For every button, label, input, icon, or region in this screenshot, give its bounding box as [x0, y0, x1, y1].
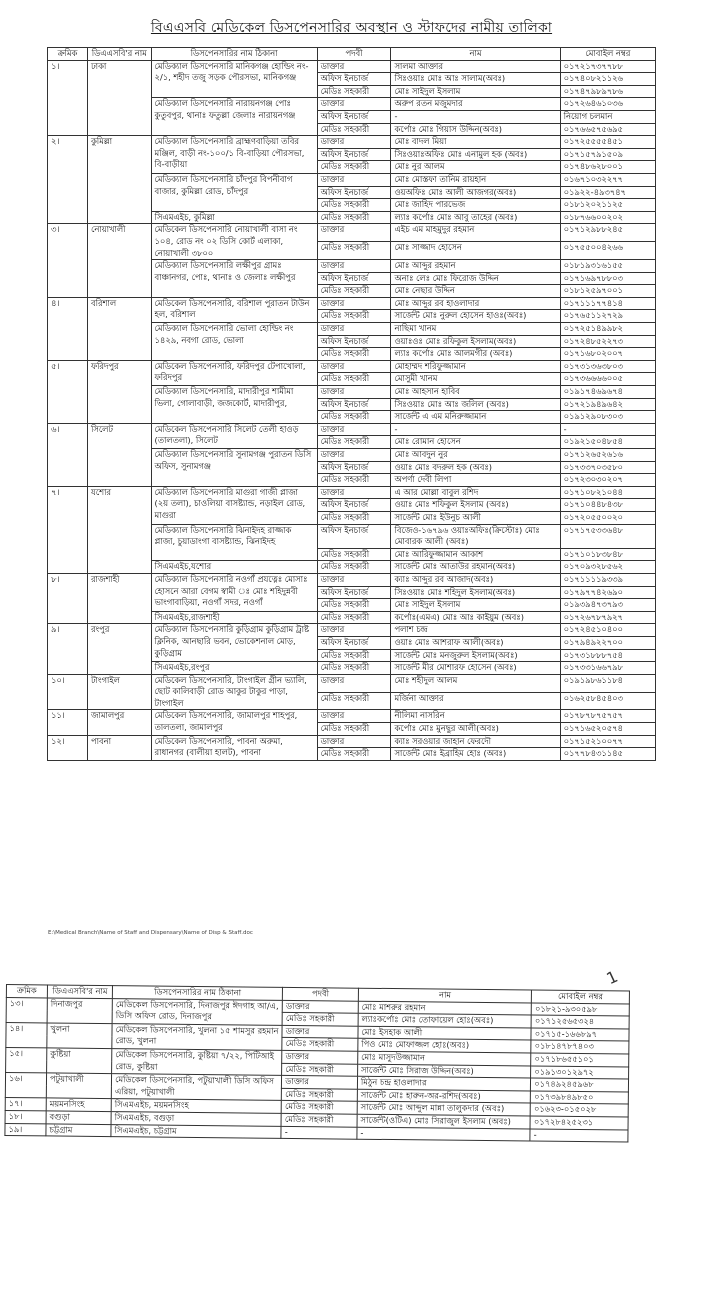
table-row — [48, 573, 656, 586]
table-row — [48, 297, 656, 310]
mobile-number-cell: ০১৭৯৭৭৪২৬৯০ — [560, 586, 655, 599]
designation-cell: মেডিঃ সহকারী — [317, 723, 391, 736]
staff-name-cell: মোঃ আবদুন নুর — [391, 449, 560, 462]
designation-cell: ডাক্তার — [317, 360, 391, 373]
staff-name-cell: সিঃওয়াঃ মোঃ আঃ জলিল (অবঃ) — [391, 398, 560, 411]
mobile-number-cell: ০১৭২৪৮৫২২৭৩ — [560, 335, 655, 348]
header-name: নাম — [391, 48, 560, 61]
mobile-number-cell: ০১৭১০১৮৩৮৪৮ — [560, 548, 655, 561]
serial-cell: ৫। — [48, 360, 88, 423]
staff-name-cell: সার্জেন্ট মীর মোশারফ হোসেন (অবঃ) — [391, 662, 560, 675]
serial-cell: ১৪। — [6, 1022, 47, 1048]
serial-cell: ১৯। — [5, 1123, 46, 1136]
staff-name-cell: পলাশ চন্দ্র — [391, 624, 560, 637]
mobile-number-cell: ০১৭২১৭৩৭৭৮৮ — [560, 60, 655, 73]
mobile-number-cell: ০১৭৯৪৯২২৭০০ — [560, 636, 655, 649]
district-cell: যশোর — [87, 486, 151, 573]
mobile-number-cell: ০১৮১২৫৯৭০০১ — [560, 285, 655, 298]
district-cell: দিনাজপুর — [47, 998, 112, 1024]
dispensary-address-cell: মেডিকেল ডিসপেনসারি, কুষ্টিয়া ৭/২২, পিটিআই রোড, কুষ্টিয়া — [112, 1049, 282, 1076]
district-cell: ময়মনসিংহ — [46, 1098, 111, 1111]
mobile-number-cell: ০১৭৬৬৫৭৫৬৯৫ — [560, 123, 655, 136]
district-cell: টাংগাইল — [87, 674, 151, 710]
staff-name-cell: অরুপ রতন মজুমদার — [391, 98, 560, 111]
serial-cell: ১০। — [48, 674, 88, 710]
serial-cell: ১৬। — [5, 1073, 46, 1099]
staff-name-cell: ক্যাঃ সরওয়ার জাহান ফেরদৌ — [391, 735, 560, 748]
mobile-number-cell: ০১৭২৫৫৫৫৪৫১ — [560, 136, 655, 149]
staff-name-cell: সার্জেন্ট(ওটিএ) মোঃ সিরাজুল ইসলাম (অবঃ) — [357, 1114, 530, 1128]
dispensary-address-cell: সিএমএইচ, চট্টগ্রাম — [111, 1124, 281, 1138]
staff-name-cell: সার্জেন্ট মোঃ আতাউর রহমান(অবঃ) — [391, 561, 560, 574]
designation-cell: ডাক্তার — [317, 735, 391, 748]
mobile-number-cell: ০১৭৬৫১১২৭২৯ — [560, 310, 655, 323]
dispensary-address-cell: মেডিকেল ডিসপেনসারি, জামালপুর শাহপুর, তালতলা, জামালপুর — [151, 710, 317, 735]
staff-name-cell: মিঠুন চন্দ্র হাওলাদার — [357, 1076, 530, 1090]
header-district: ডিএএসবি'র নাম — [47, 985, 112, 998]
staff-name-cell: মোঃ নেছার উদ্দিন — [391, 285, 560, 298]
designation-cell: ডাক্তার — [317, 573, 391, 586]
mobile-number-cell: ০১৭২৫১৪৯৯৮২ — [560, 323, 655, 336]
dispensary-address-cell: মেডিকেল ডিসপেনসারি, খুলনা ১৫ শামসুর রহমান রোড, খুলনা — [112, 1023, 282, 1050]
staff-name-cell: - — [357, 1127, 530, 1141]
designation-cell: মেডিঃ সহকারী — [317, 411, 391, 424]
designation-cell: মেডিঃ সহকারী — [317, 611, 391, 624]
staff-name-cell: ওয়াঃ মোঃ আশরাফ আলী(অবঃ) — [391, 636, 560, 649]
designation-cell: অফিস ইনচার্জ — [317, 272, 391, 285]
designation-cell: মেডিঃ সহকারী — [317, 199, 391, 212]
header-name: নাম — [358, 988, 531, 1002]
table-header-row — [48, 48, 656, 61]
dispensary-address-cell: মেডিক্যাল ডিসপেনসারি সুনামগঞ্জ পুরাতন ডিসি অফিস, সুনামগঞ্জ — [151, 449, 317, 487]
designation-cell: ডাক্তার — [317, 260, 391, 273]
serial-cell: ১৭। — [5, 1098, 46, 1111]
mobile-number-cell: ০১৮৭৬৬০০২০২ — [560, 211, 655, 224]
serial-cell: ১১। — [48, 710, 88, 735]
staff-name-cell: সার্জেন্ট মোঃ সিরাজ উদ্দিন(অবঃ) — [357, 1064, 530, 1078]
staff-name-cell: পিও মোঃ মোফাজ্জল হোঃ(অবঃ) — [358, 1039, 531, 1053]
mobile-number-cell: ০১৭১০৪৪৮৪৩৮ — [560, 499, 655, 512]
mobile-number-cell: ০১৮১৪৭৮৭৪০৩ — [531, 1040, 629, 1054]
staff-name-cell: মোঃ আরিফুজ্জামান আকাশ — [391, 548, 560, 561]
district-cell: রংপুর — [87, 624, 151, 674]
district-cell: বরিশাল — [87, 297, 151, 360]
staff-name-cell: সিঃওয়াঃঅফিঃ মোঃ এনামুল হক (অবঃ) — [391, 148, 560, 161]
staff-name-cell: মোঃ নুর আলম — [391, 161, 560, 174]
designation-cell: ডাক্তার — [282, 1025, 358, 1038]
designation-cell: অফিস ইনচার্জ — [317, 461, 391, 474]
staff-name-cell: নাছিমা খানম — [391, 323, 560, 336]
designation-cell: অফিস ইনচার্জ — [317, 586, 391, 599]
header-designation: পদবী — [283, 987, 359, 1000]
mobile-number-cell: ০১৭১০৮২১০৪৪ — [560, 486, 655, 499]
mobile-number-cell: ০১৮১২০২১১২৫ — [560, 199, 655, 212]
dispensary-address-cell: সিএমএইচ, কুমিল্লা — [151, 211, 317, 224]
designation-cell: ডাক্তার — [317, 297, 391, 310]
table-row — [48, 60, 656, 73]
designation-cell: ডাক্তার — [317, 224, 391, 242]
dispensary-address-cell: সিএমএইচ,রাজশাহী — [151, 611, 317, 624]
designation-cell: অফিস ইনচার্জ — [317, 524, 391, 548]
serial-cell: ৪। — [48, 297, 88, 360]
serial-cell: ১৫। — [6, 1047, 47, 1073]
mobile-number-cell: ০১৭২০৫৫০০২০ — [560, 511, 655, 524]
designation-cell: অফিস ইনচার্জ — [317, 186, 391, 199]
dispensary-table-page-1 — [47, 47, 656, 761]
table-body — [48, 60, 656, 760]
table-row — [48, 710, 656, 723]
district-cell: নোয়াখালী — [87, 224, 151, 298]
dispensary-table-page-2 — [4, 984, 630, 1143]
designation-cell: মেডিঃ সহকারী — [317, 436, 391, 449]
dispensary-address-cell: মেডিকেল ডিসপেনসারি, টাংগাইল গ্রীন ভ্যালি, ছোট কালিবাড়ী রোড আকুর টাকুর পাড়া, টাংগাইল — [151, 674, 317, 710]
designation-cell: ডাক্তার — [317, 710, 391, 723]
designation-cell: মেডিঃ সহকারী — [317, 373, 391, 386]
designation-cell: মেডিঃ সহকারী — [317, 561, 391, 574]
designation-cell: মেডিঃ সহকারী — [317, 285, 391, 298]
designation-cell: ডাক্তার — [282, 1000, 358, 1013]
mobile-number-cell: ০১৭৪০৮২১১২৬ — [560, 73, 655, 86]
dispensary-address-cell: মেডিক্যাল ডিসপেনসারি, মাদারীপুর শামীমা ভিলা, গোলাবাড়ী, জজকোর্ট, মাদারীপুর, — [151, 386, 317, 424]
table-row — [48, 674, 656, 692]
staff-name-cell: ওয়াঃ মোঃ শফিকুল ইসলাম (অবঃ) — [391, 499, 560, 512]
staff-name-cell: ওয়াঃওঃ মোঃ রফিকুল ইসলাম(অবঃ) — [391, 335, 560, 348]
dispensary-address-cell: মেডিক্যাল ডিসপেনসারি চাঁদপুর বিপনীবাগ বাজার, কুমিল্লা রোড, চাঁদপুর — [151, 173, 317, 211]
mobile-number-cell: ০১৯৩৯৪৭৩৭৯৩ — [560, 599, 655, 612]
staff-name-cell: ওয়অফিঃ মোঃ আলী আজগর(অবঃ) — [391, 186, 560, 199]
district-cell: ফরিদপুর — [87, 360, 151, 423]
staff-name-cell: নীলিমা নাসরিন — [391, 710, 560, 723]
table-row — [48, 486, 656, 499]
mobile-number-cell: ০১৭০৯৩২৮৫৬২ — [560, 561, 655, 574]
staff-name-cell: মর্জিনা আক্তার — [391, 692, 560, 710]
page-mark: 1 — [603, 966, 621, 989]
mobile-number-cell: ০১৭১২৯৮৮২৪৫ — [560, 224, 655, 242]
mobile-number-cell: ০১৭৩৬৬৬৬০০৫ — [560, 373, 655, 386]
designation-cell: ডাক্তার — [317, 136, 391, 149]
staff-name-cell: সার্জেন্ট মোঃ আব্দুল মান্না তালুকদার (অবঃ) — [357, 1102, 530, 1116]
table-row — [48, 624, 656, 637]
staff-name-cell: সালমা আক্তার — [391, 60, 560, 73]
designation-cell: অফিস ইনচার্জ — [317, 398, 391, 411]
mobile-number-cell: ০১৭৫৫০০৪২৬৬ — [560, 242, 655, 260]
serial-cell: ১৮। — [5, 1110, 46, 1123]
designation-cell: মেডিঃ সহকারী — [317, 348, 391, 361]
dispensary-address-cell: মেডিকেল ডিসপেনসারি সিলেট তেলী হাওড় (তালতলা), সিলেট — [151, 423, 317, 448]
dispensary-address-cell: মেডিকেল ডিসপেনসারি নোয়াখালী বাসা নং ১০৪, রোড নং ০২ ডিসি কোর্ট এলাকা, নোয়াখালী ৩৮০০ — [151, 224, 317, 260]
staff-name-cell: সিঃওয়াঃ মোঃ আঃ সালাম(অবঃ) — [391, 73, 560, 86]
designation-cell: মেডিঃ সহকারী — [317, 748, 391, 761]
designation-cell: মেডিঃ সহকারী — [282, 1013, 358, 1026]
designation-cell: মেডিঃ সহকারী — [281, 1101, 357, 1114]
serial-cell: ১। — [48, 60, 88, 136]
mobile-number-cell: ০১৭২৬৭৮৭৯২৭ — [560, 611, 655, 624]
serial-cell: ৯। — [48, 624, 88, 674]
designation-cell: মেডিঃ সহকারী — [317, 692, 391, 710]
serial-cell: ৭। — [48, 486, 88, 573]
district-cell: জামালপুর — [87, 710, 151, 735]
serial-cell: ১৩। — [6, 997, 47, 1023]
staff-name-cell: সার্জেন্ট এ এম মনিরুজ্জামান — [391, 411, 560, 424]
mobile-number-cell: ০১৭১৮৬৫৫১০১ — [531, 1053, 629, 1067]
dispensary-address-cell: মেডিক্যাল ডিসপেনসারি মাগুরা গাজী প্লাজা (২য় তলা), চাওলিয়া বাসষ্ট্যান্ড, নড়াইল রোড, মাগুরা — [151, 486, 317, 524]
district-cell: পাবনা — [87, 735, 151, 760]
dispensary-address-cell: মেডিক্যাল ডিসপেনসারি লক্ষীপুর গ্রামঃ বাঞ্চানগর, পোঃ, থানাঃ ও জেলাঃ লক্ষীপুর — [151, 260, 317, 298]
mobile-number-cell: ০১৭২৬৪৬১০৩৬ — [560, 98, 655, 111]
dispensary-address-cell: সিএমএইচ, বগুড়া — [111, 1112, 281, 1126]
mobile-number-cell: ০১৭৩৯৮৪৯৮৫০ — [531, 1091, 629, 1105]
mobile-number-cell: ০১৮২১-৯৩০৫৯৮ — [531, 1003, 629, 1017]
designation-cell: মেডিঃ সহকারী — [282, 1063, 358, 1076]
designation-cell: মেডিঃ সহকারী — [282, 1088, 358, 1101]
district-cell: ঢাকা — [87, 60, 151, 136]
mobile-number-cell: ০১৭৩৩১৬৬৭৯৮ — [560, 662, 655, 675]
staff-name-cell: মোঃ ইসহাক আলী — [358, 1026, 531, 1040]
designation-cell: মেডিঃ সহকারী — [317, 161, 391, 174]
mobile-number-cell: ০১৭৭৮৪৩১১৪৫ — [560, 748, 655, 761]
staff-name-cell: কর্পোঃ মোঃ গিয়াস উদ্দিন(অবঃ) — [391, 123, 560, 136]
staff-name-cell: এ আর মোল্লা বাবুল রশিদ — [391, 486, 560, 499]
staff-name-cell: মোঃ সাইদুল ইসলাম — [391, 599, 560, 612]
dispensary-address-cell: সিএমএইচ, ময়মনসিংহ — [111, 1099, 281, 1113]
district-cell: খুলনা — [47, 1023, 112, 1049]
dispensary-address-cell: মেডিকেল ডিসপেনসারি, পটুয়াখালী ডিসি অফিস এরিয়া, পটুয়াখালী — [111, 1074, 281, 1101]
district-cell: চট্টগ্রাম — [46, 1123, 111, 1136]
mobile-number-cell: ০১৭২১৯৪৯৬৪২ — [560, 398, 655, 411]
dispensary-address-cell: সিএমএইচ,যশোর — [151, 561, 317, 574]
district-cell: সিলেট — [87, 423, 151, 486]
district-cell: পটুয়াখালী — [46, 1073, 111, 1099]
staff-name-cell: মোঃ সাজ্জাদ হোসেন — [391, 242, 560, 260]
mobile-number-cell: ০১৭১৫-১৬৬৮৯৭ — [531, 1028, 629, 1042]
designation-cell: মেডিঃ সহকারী — [282, 1038, 358, 1051]
staff-name-cell: সার্জেন্ট মোঃ নুরুল হোসেন হাওঃ(অবঃ) — [391, 310, 560, 323]
staff-name-cell: মোসুমী খানম — [391, 373, 560, 386]
mobile-number-cell: ০১৭১৬৫২০৫৭৪ — [560, 723, 655, 736]
mobile-number-cell: ০১৭৩১৮৮৮৭৫৪ — [560, 649, 655, 662]
mobile-number-cell: নিয়োগ চলমান — [560, 110, 655, 123]
designation-cell: মেডিঃ সহকারী — [317, 211, 391, 224]
table-row — [48, 735, 656, 748]
staff-name-cell: সার্জেন্ট মোঃ হারুন-অর-রশিদ(অবঃ) — [357, 1089, 530, 1103]
document-title: বিএএসবি মেডিকেল ডিসপেনসারির অবস্থান ও স্টাফদের নামীয় তালিকা — [150, 20, 553, 36]
serial-cell: ৬। — [48, 423, 88, 486]
staff-name-cell: মোঃ আব্দুর রব হাওলাদার — [391, 297, 560, 310]
staff-name-cell: মোঃ বাদল মিয়া — [391, 136, 560, 149]
designation-cell: মেডিঃ সহকারী — [317, 649, 391, 662]
mobile-number-cell: ০১৭১১১৭৭৪১৪ — [560, 297, 655, 310]
dispensary-address-cell: মেডিকেল ডিসপেনসারি, দিনাজপুর ঈদগাহ আ/এ, ডিসি অফিস রোড, দিনাজপুর — [112, 998, 282, 1025]
staff-name-cell: - — [391, 423, 560, 436]
staff-name-cell: মোঃ শহীদুল আলম — [391, 674, 560, 692]
mobile-number-cell: ০১৭২৮৪২৫২৩১ — [530, 1116, 628, 1130]
header-serial: ক্রমিক — [6, 985, 47, 998]
staff-name-cell: মোঃ আব্দুর রহমান — [391, 260, 560, 273]
designation-cell: মেডিঃ সহকারী — [317, 85, 391, 98]
designation-cell: ডাক্তার — [317, 173, 391, 186]
designation-cell: মেডিঃ সহকারী — [317, 511, 391, 524]
staff-name-cell: কর্পোঃ(এমএ) মোঃ আঃ কাইয়ুম (অবঃ) — [391, 611, 560, 624]
designation-cell: মেডিঃ সহকারী — [317, 548, 391, 561]
mobile-number-cell: ০১৬৭১০৩২২৭৭ — [560, 173, 655, 186]
mobile-number-cell: ০১৭১৬৮০২০০৭ — [560, 348, 655, 361]
mobile-number-cell: - — [530, 1129, 628, 1143]
dispensary-address-cell: মেডিক্যাল ডিসপেনসারি নারায়নগঞ্জ পোঃ কুতুবপুর, থানাঃ ফতুল্লা জেলাঃ নারায়নগঞ্জ — [151, 98, 317, 136]
designation-cell: অফিস ইনচার্জ — [317, 499, 391, 512]
staff-name-cell: ল্যাঃকর্পোঃ মোঃ তোফায়েল হোঃ(অবঃ) — [358, 1013, 531, 1027]
designation-cell: ডাক্তার — [317, 323, 391, 336]
designation-cell: মেডিঃ সহকারী — [317, 242, 391, 260]
dispensary-address-cell: মেডিক্যাল ডিসপেনসারি কুড়িগ্রাম কুড়িগ্রাম ট্রাষ্ট ক্লিনিক, আনছারি ভবন, ভোকেশনাল মোড়, কুড়িগ্রাম — [151, 624, 317, 662]
mobile-number-cell: ০১৭১১১১৯৩৩৯ — [560, 573, 655, 586]
designation-cell: ডাক্তার — [317, 386, 391, 399]
table-row — [48, 136, 656, 149]
mobile-number-cell: ০১৭৪৭৯৮৯৭৮৬ — [560, 85, 655, 98]
designation-cell: ডাক্তার — [317, 449, 391, 462]
designation-cell: মেডিঃ সহকারী — [317, 599, 391, 612]
mobile-number-cell: ০১৬২৫৮৪৫৪০৩ — [560, 692, 655, 710]
mobile-number-cell: ০১৭৪৮৬২৮০০১ — [560, 161, 655, 174]
dispensary-address-cell: মেডিক্যাল ডিসপেনসারি ব্রাহ্মণবাড়িয়া তবির মঞ্জিল, বাড়ী নং-১০০/১ বি-বাড়িয়া পৌরসভা, বি-বাড়ীয়া — [151, 136, 317, 174]
mobile-number-cell: ০১৯২২-৪৯৩৭৪৭ — [560, 186, 655, 199]
staff-name-cell: - — [391, 110, 560, 123]
staff-name-cell: সার্জেন্ট মোঃ ইউনুচ আলী — [391, 511, 560, 524]
table-body — [5, 997, 629, 1142]
mobile-number-cell: ০১৭২৪৫১০৪০০ — [560, 624, 655, 637]
designation-cell: মেডিঃ সহকারী — [317, 662, 391, 675]
header-dispensary: ডিসপেনসারির নাম ঠিকানা — [112, 986, 282, 1000]
staff-name-cell: অপর্ণা দেবী লিপা — [391, 474, 560, 487]
mobile-number-cell: ০১৭১২৬৫২৬১৬ — [560, 449, 655, 462]
staff-name-cell: মোঃ মাসুদউজ্জামান — [358, 1051, 531, 1065]
mobile-number-cell: ০১৭১৭৫৩৩৬৪৮ — [560, 524, 655, 548]
staff-name-cell: মোহাম্মদ শরিফুজ্জামান — [391, 360, 560, 373]
staff-name-cell: ওয়াঃ মোঃ বদরুল হক (অবঃ) — [391, 461, 560, 474]
designation-cell: ডাক্তার — [317, 60, 391, 73]
mobile-number-cell: ০১৭১৫২১০০৭৭ — [560, 735, 655, 748]
district-cell: বগুড়া — [46, 1111, 111, 1124]
mobile-number-cell: ০১৭৪৯২৪৫৯৬৮ — [531, 1078, 629, 1092]
designation-cell: ডাক্তার — [317, 486, 391, 499]
header-serial: ক্রমিক — [48, 48, 88, 61]
designation-cell: ডাক্তার — [282, 1050, 358, 1063]
dispensary-address-cell: মেডিকেল ডিসপেনসারি, পাবনা অরুমা, রাধানগর (বালীয়া হালট), পাবনা — [151, 735, 317, 760]
staff-name-cell: মোঃ সাইদুল ইসলাম — [391, 85, 560, 98]
mobile-number-cell: ০১৭১২৫৬৫৩২৪ — [531, 1015, 629, 1029]
header-dispensary: ডিসপেনসারির নাম ঠিকানা — [151, 48, 317, 61]
staff-name-cell: বিজেও-১৬৭৯৬ ওয়াঃঅফিঃ(ক্রিস্টোঃ) মোঃ মোবারক আলী (অবঃ) — [391, 524, 560, 548]
dispensary-address-cell: মেডিক্যাল ডিসপেনসারি নওগাঁ প্রযত্নেঃ মোসাঃ হোসনে আরা বেগম স্বামী ঃ মোঃ শহিদুন্নবী ভাংগাবাড়িয়া, নওগাঁ সদর, নওগাঁ — [151, 573, 317, 611]
designation-cell: মেডিঃ সহকারী — [317, 474, 391, 487]
dispensary-address-cell: সিএমএইচ,রংপুর — [151, 662, 317, 675]
mobile-number-cell: - — [560, 423, 655, 436]
mobile-number-cell: ০১৭৮৭৮৭৫৭৫৭ — [560, 710, 655, 723]
staff-name-cell: ক্যাঃ আব্দুর রব আজাদ(অবঃ) — [391, 573, 560, 586]
mobile-number-cell: ০১৭১৬৯৭৮৮০৩ — [560, 272, 655, 285]
designation-cell: অফিস ইনচার্জ — [317, 335, 391, 348]
mobile-number-cell: ০১৯১২৯০৮৩০৩ — [560, 411, 655, 424]
header-designation: পদবী — [317, 48, 391, 61]
staff-name-cell: মোঃ মাশরুর রহমান — [358, 1001, 531, 1015]
mobile-number-cell: ০১৮১৯৩১৬১৫৫ — [560, 260, 655, 273]
staff-name-cell: সার্জেন্ট মোঃ মনজুরুল ইসলাম(অবঃ) — [391, 649, 560, 662]
designation-cell: ডাক্তার — [317, 423, 391, 436]
header-mobile: মোবাইল নম্বর — [560, 48, 655, 61]
staff-name-cell: মোঃ রোমান হোসেন — [391, 436, 560, 449]
mobile-number-cell: ০১৯১৭৪৬৯৬৭৪ — [560, 386, 655, 399]
staff-name-cell: ল্যাঃ কর্পোঃ মোঃ আলমগীর (অবঃ) — [391, 348, 560, 361]
staff-name-cell: সার্জেন্ট মোঃ ইব্রাহিম হোঃ (অবঃ) — [391, 748, 560, 761]
serial-cell: ২। — [48, 136, 88, 224]
designation-cell: অফিস ইনচার্জ — [317, 73, 391, 86]
designation-cell: মেডিঃ সহকারী — [281, 1113, 357, 1126]
designation-cell: অফিস ইনচার্জ — [317, 148, 391, 161]
mobile-number-cell: ০১৭৩১৩৬৩৮০৩ — [560, 360, 655, 373]
mobile-number-cell: ০১৯২১৫০৪৮৫৪ — [560, 436, 655, 449]
table-row — [48, 360, 656, 373]
designation-cell: ডাক্তার — [317, 674, 391, 692]
staff-name-cell: মোঃ জাহিদ পারভেজ — [391, 199, 560, 212]
staff-name-cell: ল্যাঃ কর্পোঃ মোঃ আবু তাহের (অবঃ) — [391, 211, 560, 224]
header-district: ডিএএসবি'র নাম — [87, 48, 151, 61]
designation-cell: অফিস ইনচার্জ — [317, 636, 391, 649]
file-path-footer: E:\Medical Branch\Name of Staff and Dispensary\Name of Disp & Staff.doc — [48, 930, 253, 936]
table-row — [48, 224, 656, 242]
table-row — [48, 423, 656, 436]
serial-cell: ৩। — [48, 224, 88, 298]
dispensary-address-cell: মেডিকেল ডিসপেনসারি, বরিশাল পুরাতন টাউন হল, বরিশাল — [151, 297, 317, 322]
designation-cell: ডাক্তার — [317, 624, 391, 637]
district-cell: কুমিল্লা — [87, 136, 151, 224]
staff-name-cell: মোঃ আহসান হাবিব — [391, 386, 560, 399]
dispensary-address-cell: মেডিকেল ডিসপেনসারি, ফরিদপুর টেপাখোলা, ফরিদপুর — [151, 360, 317, 385]
serial-cell: ৮। — [48, 573, 88, 623]
mobile-number-cell: ০১৭১৫৭৯১৫০৯ — [560, 148, 655, 161]
header-mobile: মোবাইল নম্বর — [532, 990, 630, 1004]
staff-name-cell: কর্পোঃ মোঃ মুনছুর আলী(অবঃ) — [391, 723, 560, 736]
mobile-number-cell: ০১৯১৩০১২৯৭২ — [531, 1066, 629, 1080]
designation-cell: অফিস ইনচার্জ — [317, 110, 391, 123]
serial-cell: ১২। — [48, 735, 88, 760]
dispensary-address-cell: মেডিক্যাল ডিসপেনসারি মানিকগঞ্জ হোল্ডিং নং- ২/১, শহীদ তজু সড়ক পৌরসভা, মানিকগঞ্জ — [151, 60, 317, 98]
designation-cell: মেডিঃ সহকারী — [317, 310, 391, 323]
designation-cell: ডাক্তার — [317, 98, 391, 111]
staff-name-cell: মোঃ মোস্তফা তানিম রায়হান — [391, 173, 560, 186]
designation-cell: - — [281, 1126, 357, 1139]
district-cell: কুষ্টিয়া — [47, 1048, 112, 1074]
staff-name-cell: সিঃওয়াঃ মোঃ শহিদুল ইসলাম(অবঃ) — [391, 586, 560, 599]
district-cell: রাজশাহী — [87, 573, 151, 623]
mobile-number-cell: ০১৭২৩০৩০২০৭ — [560, 474, 655, 487]
mobile-number-cell: ০১৯১৯৮৬১১৮৪ — [560, 674, 655, 692]
staff-name-cell: অনাঃ লেঃ মোঃ ফিরোজ উদ্দিন — [391, 272, 560, 285]
designation-cell: মেডিঃ সহকারী — [317, 123, 391, 136]
designation-cell: ডাক্তার — [282, 1076, 358, 1089]
mobile-number-cell: ০১৭৩৩৭০৩৫৮০ — [560, 461, 655, 474]
mobile-number-cell: ০১৬২৩-০১৫০২৮ — [530, 1103, 628, 1117]
dispensary-address-cell: মেডিক্যাল ডিসপেনসারি ভোলা হোল্ডিং নং ১৪২৯, নবগা রোড, ভোলা — [151, 323, 317, 361]
staff-name-cell: এইচ এম মাহমুদুর রহমান — [391, 224, 560, 242]
dispensary-address-cell: মেডিক্যাল ডিসপেনসারি ঝিনাইদহ রাজ্জাক প্লাজা, চুয়াডাংগা বাসষ্ট্যান্ড, ঝিনাইদহ — [151, 524, 317, 561]
